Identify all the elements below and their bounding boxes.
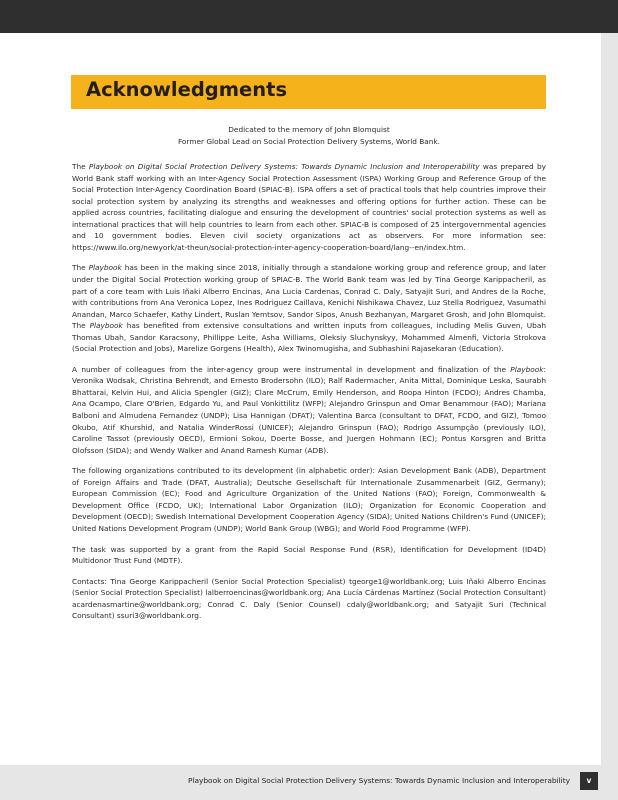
page-title: Acknowledgments [86,78,288,101]
paragraph-2-mid: has been in the making since 2018, initially through a standalone working group and reference group, and later under the Digital Social Protection working group of SPIAC-B. The World Bank team was led by Tina George Karippacheril, as part of a core team with Luis Iñaki Alberro Encinas, Ana Lucia Cardenas, Conrad C. Daly, Satyajit Suri, and Andres de la Roche, with contributions from Ana Veronica Lopez, Ines Rodriguez Caillava, Kenichi Nishikawa Chavez, Luz Stella Rodriguez, Vasumathi Anandan, Marco Schaefer, Kathy Lindert, Ruslan Yemtsov, Sandor Sipos, Anush Bezhanyan, Margaret Grosh, and John Blomquist. The [72,263,546,331]
paragraph-1-rest: was prepared by World Bank staff working with an Inter-Agency Social Protection Assessment (ISPA) Working Group and Reference Group of the Social Protection Inter-Agency Coordination Board (SPIAC-B). ISPA offers a set of practical tools that help countries improve their social protection system by analyzing its strengths and weaknesses and offering options for further action. These can be applied across countries, facilitating dialogue and ensuring the development of countries' social protection systems as well as international practices that will help countries to learn from each other. SPIAC-B is composed of 25 intergovernmental agencies and 10 government bodies. Eleven civil society organizations act as observers. For more information see: https://www.ilo.org/newyork/at-theun/social-protection-inter-agency-cooperation-board/lang--en/index.htm. [72,162,546,252]
paragraph-3-prefix: A number of colleagues from the inter-agency group were instrumental in development and finalization of the [72,364,511,374]
dedication-line-1: Dedicated to the memory of John Blomquist [228,125,390,134]
paragraph-2-italic-2: Playbook [89,321,123,331]
paragraph-4: The following organizations contributed to its development (in alphabetic order): Asian Development Bank (ADB), Department of Foreign Affairs and Trade (DFAT, Australia); Deutsche Gesellschaft für Internationale Zusammenarbeit (GIZ, Germany); European Commission (EC); Food and Agriculture Organization of the United Nations (FAO); Foreign, Commonwealth & Development Office (FCDO, UK); International Labor Organization (ILO); Organization for Economic Cooperation and Development (OECD); Swedish International Development Cooperation Agency (SIDA); United Nations Children's Fund (UNICEF); United Nations Development Program (UNDP); World Bank Group (WBG); and World Food Programme (WFP). [72,466,546,533]
paragraph-2 [72,262,546,354]
paragraph-3 [72,364,546,456]
paragraph-2-prefix: The [72,263,89,273]
paragraph-1-italic: Playbook on Digital Social Protection Delivery Systems: Towards Dynamic Inclusion and Interoperability [88,162,480,172]
page-number: v [580,772,598,790]
right-stripe [601,33,618,765]
dedication [72,124,546,147]
paragraph-2-italic-1: Playbook [88,263,122,273]
top-bar [0,0,618,33]
footer-title: Playbook on Digital Social Protection Delivery Systems: Towards Dynamic Inclusion and Interoperability [187,776,570,785]
paragraph-1 [72,161,546,253]
paragraph-1-prefix: The [72,162,89,172]
page-footer [0,765,618,800]
paragraph-5: The task was supported by a grant from the Rapid Social Response Fund (RSR), Identification for Development (ID4D) Multidonor Trust Fund (MDTF). [72,544,546,566]
dedication-line-2: Former Global Lead on Social Protection Delivery Systems, World Bank. [177,136,441,146]
paragraph-3-italic: Playbook [510,364,544,374]
paragraph-6: Contacts: Tina George Karippacheril (Senior Social Protection Specialist) tgeorge1@worldbank.org; Luis Iñaki Alberro Encinas (Senior Social Protection Specialist) lalberroencinas@worldbank.org; Ana Lucía Cárdenas Martínez (Social Protection Consultant) acardenasmartine@worldbank.org; Conrad C. Daly (Senior Counsel) cdaly@worldbank.org; and Satyajit Suri (Technical Consultant) ssuri3@worldbank.org. [72,576,546,621]
paragraph-3-rest: : Veronika Wodsak, Christina Behrendt, and Ernesto Brodersohn (ILO); Ralf Radermacher, Anita Mittal, Dominique Leska, Saurabh Bhattarai, Kelvin Hui, and Alicia Spengler (GIZ); Clare McCrum, Emily Henderson, and Roopa Hinton (FCDO); Andres Chamba, Ana Ocampo, Clare O'Brien, Edgardo Yu, and Paul Vonkittilitz (WFP); Alejandro Grinspun and Omar Benammour (FAO); Mariana Balboni and Almudena Fernandez (UNDP); Lisa Hannigan (DFAT); Valentina Barca (consultant to DFAT, FCDO, and GIZ), Tomoo Okubo, Atif Khurshid, and Natalia WinderRossi (UNICEF); Alejandro Grinspun (FAO); Rodrigo Assumpção (previously ILO), Caroline Tassot (previously OECD), Ermioni Sokou, Doerte Bosse, and Juergen Hohmann (EC); Pontus Korsgren and Britta Olofsson (SIDA); and Wendy Walker and Anand Ramesh Kumar (ADB). [72,364,546,455]
title-band [71,75,546,109]
paragraph-2-rest: has benefited from extensive consultations and written inputs from colleagues, including Melis Guven, Ubah Thomas Ubah, Sandor Karacsony, Phillippe Leite, Asha Williams, Oleksiy Sluchynskyy, Mohammed Almenfi, Victoria Strokova (Social Protection and Jobs), Marelize Gorgens (Health), Alex Twinomugisha, and Subhashini Rajasekaran (Education). [72,321,546,354]
page-content [72,124,546,631]
